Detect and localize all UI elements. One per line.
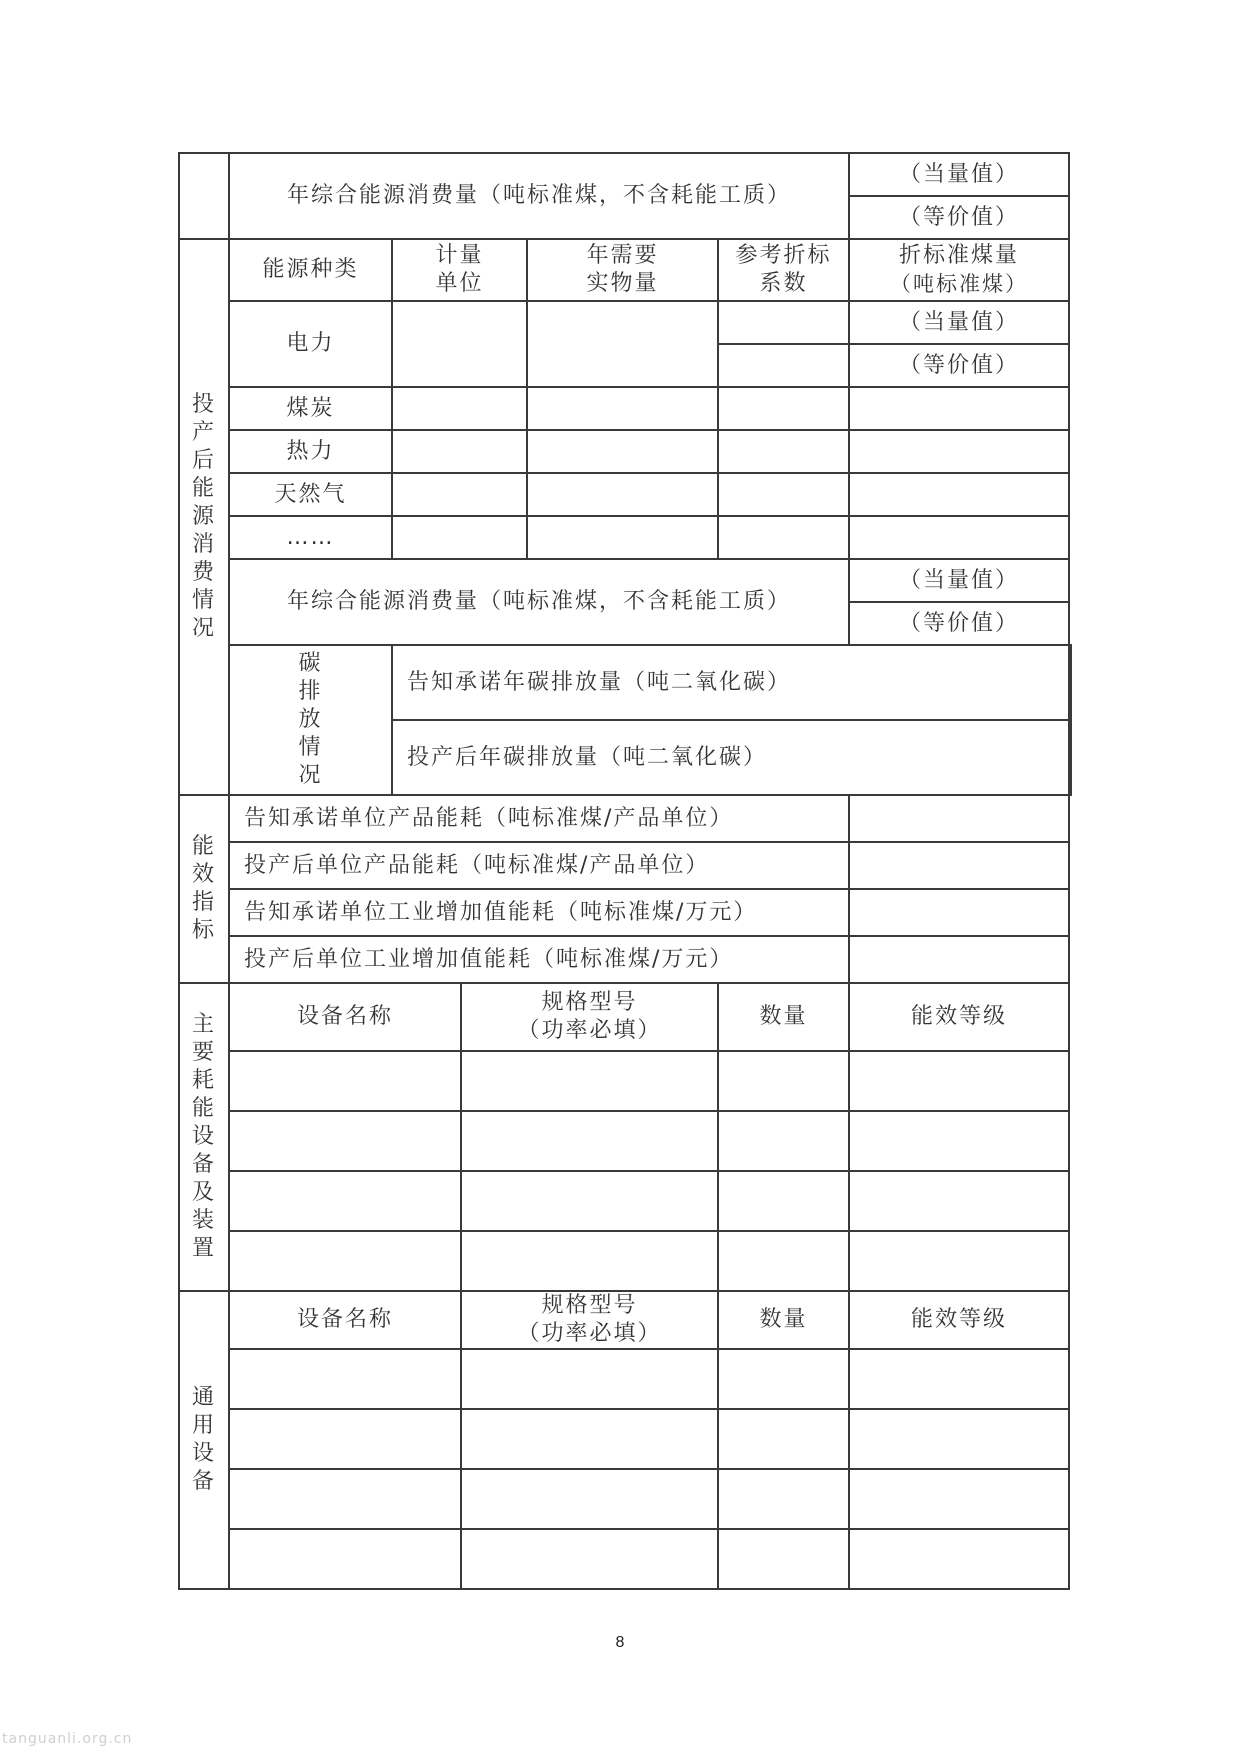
gas-converted-cell[interactable] xyxy=(849,473,1069,516)
gen-eq-qty-cell[interactable] xyxy=(718,1469,849,1529)
eff-post-product-value-cell[interactable] xyxy=(849,842,1069,889)
electricity-equivalent-label: （当量值） xyxy=(849,301,1069,344)
main-eq-spec-cell[interactable] xyxy=(461,1231,718,1291)
gen-eq-grade-cell[interactable] xyxy=(849,1409,1069,1469)
blank-section-cell xyxy=(179,153,229,239)
coal-unit-cell[interactable] xyxy=(392,387,527,430)
eff-post-added-value-cell[interactable] xyxy=(849,936,1069,983)
coal-quantity-cell[interactable] xyxy=(527,387,718,430)
main-eq-spec-cell[interactable] xyxy=(461,1051,718,1111)
main-eq-grade-cell[interactable] xyxy=(849,1231,1069,1291)
electricity-unit-cell[interactable] xyxy=(392,301,527,387)
main-eq-grade-cell[interactable] xyxy=(849,1171,1069,1231)
other-quantity-cell[interactable] xyxy=(527,516,718,559)
gas-unit-cell[interactable] xyxy=(392,473,527,516)
energy-consumption-form xyxy=(178,152,1072,1590)
header-converted-coal xyxy=(849,239,1069,301)
row-heat-label: 热力 xyxy=(229,430,392,473)
main-header-quantity: 数量 xyxy=(718,983,849,1051)
header-converted-line2: （吨标准煤） xyxy=(890,271,1028,296)
eff-post-added-value-label: 投产后单位工业增加值能耗（吨标准煤/万元） xyxy=(229,936,849,983)
gen-eq-grade-cell[interactable] xyxy=(849,1349,1069,1409)
heat-converted-cell[interactable] xyxy=(849,430,1069,473)
other-unit-cell[interactable] xyxy=(392,516,527,559)
electricity-coef-equiv-cell[interactable] xyxy=(718,301,849,344)
post-total-equivalent-label: （当量值） xyxy=(849,559,1069,602)
main-eq-name-cell[interactable] xyxy=(229,1111,461,1171)
section-efficiency-indicators: 能 效 指 标 xyxy=(179,795,229,983)
gen-eq-name-cell[interactable] xyxy=(229,1529,461,1589)
header-unit-line2: 单位 xyxy=(435,271,484,296)
gen-eq-spec-cell[interactable] xyxy=(461,1469,718,1529)
gas-coef-cell[interactable] xyxy=(718,473,849,516)
gen-eq-spec-cell[interactable] xyxy=(461,1349,718,1409)
row-natural-gas-label: 天然气 xyxy=(229,473,392,516)
gas-quantity-cell[interactable] xyxy=(527,473,718,516)
heat-coef-cell[interactable] xyxy=(718,430,849,473)
main-eq-qty-cell[interactable] xyxy=(718,1111,849,1171)
carbon-post-label: 投产后年碳排放量（吨二氧化碳） xyxy=(392,720,1069,795)
row-electricity-label: 电力 xyxy=(229,301,392,387)
gen-eq-qty-cell[interactable] xyxy=(718,1529,849,1589)
page-number: 8 xyxy=(615,1634,625,1651)
gen-eq-qty-cell[interactable] xyxy=(718,1409,849,1469)
header-unit-line1: 计量 xyxy=(435,243,484,268)
eff-post-product-label: 投产后单位产品能耗（吨标准煤/产品单位） xyxy=(229,842,849,889)
header-coefficient-line1: 参考折标 xyxy=(735,243,832,268)
main-eq-qty-cell[interactable] xyxy=(718,1231,849,1291)
eff-committed-added-value-cell[interactable] xyxy=(849,889,1069,936)
watermark-text: tanguanli.org.cn xyxy=(2,1731,133,1747)
main-eq-qty-cell[interactable] xyxy=(718,1051,849,1111)
electricity-coef-value-cell[interactable] xyxy=(718,344,849,387)
electricity-equal-value-label: （等价值） xyxy=(849,344,1069,387)
gen-header-grade: 能效等级 xyxy=(849,1291,1069,1349)
main-header-name: 设备名称 xyxy=(229,983,461,1051)
eff-committed-product-label: 告知承诺单位产品能耗（吨标准煤/产品单位） xyxy=(229,795,849,842)
post-total-label: 年综合能源消费量（吨标准煤，不含耗能工质） xyxy=(229,559,849,645)
main-eq-spec-cell[interactable] xyxy=(461,1171,718,1231)
row-ellipsis-label: …… xyxy=(229,516,392,559)
heat-quantity-cell[interactable] xyxy=(527,430,718,473)
eff-committed-product-value-cell[interactable] xyxy=(849,795,1069,842)
main-eq-grade-cell[interactable] xyxy=(849,1111,1069,1171)
heat-unit-cell[interactable] xyxy=(392,430,527,473)
gen-eq-qty-cell[interactable] xyxy=(718,1349,849,1409)
main-header-spec-line1: 规格型号 xyxy=(541,990,638,1015)
carbon-post-value-cell[interactable] xyxy=(1069,720,1071,795)
other-coef-cell[interactable] xyxy=(718,516,849,559)
gen-header-spec-line1: 规格型号 xyxy=(541,1293,638,1318)
header-coefficient-line2: 系数 xyxy=(759,271,808,296)
gen-eq-spec-cell[interactable] xyxy=(461,1529,718,1589)
top-total-equivalent-label: （当量值） xyxy=(849,153,1069,196)
main-header-spec xyxy=(461,983,718,1051)
main-eq-spec-cell[interactable] xyxy=(461,1111,718,1171)
carbon-committed-value-cell[interactable] xyxy=(1069,645,1071,720)
main-header-spec-line2: （功率必填） xyxy=(517,1018,662,1043)
other-converted-cell[interactable] xyxy=(849,516,1069,559)
main-eq-grade-cell[interactable] xyxy=(849,1051,1069,1111)
section-main-equipment: 主 要 耗 能 设 备 及 装 置 xyxy=(179,983,229,1291)
header-converted-line1: 折标准煤量 xyxy=(898,242,1019,268)
gen-eq-name-cell[interactable] xyxy=(229,1409,461,1469)
main-eq-name-cell[interactable] xyxy=(229,1171,461,1231)
main-header-grade: 能效等级 xyxy=(849,983,1069,1051)
main-eq-qty-cell[interactable] xyxy=(718,1171,849,1231)
main-eq-name-cell[interactable] xyxy=(229,1231,461,1291)
gen-eq-spec-cell[interactable] xyxy=(461,1409,718,1469)
gen-eq-name-cell[interactable] xyxy=(229,1469,461,1529)
electricity-quantity-cell[interactable] xyxy=(527,301,718,387)
top-total-label: 年综合能源消费量（吨标准煤，不含耗能工质） xyxy=(229,153,849,239)
coal-coef-cell[interactable] xyxy=(718,387,849,430)
header-annual-quantity-line2: 实物量 xyxy=(586,271,659,296)
eff-committed-added-value-label: 告知承诺单位工业增加值能耗（吨标准煤/万元） xyxy=(229,889,849,936)
main-eq-name-cell[interactable] xyxy=(229,1051,461,1111)
gen-header-quantity: 数量 xyxy=(718,1291,849,1349)
top-total-equal-value-label: （等价值） xyxy=(849,196,1069,239)
header-energy-type: 能源种类 xyxy=(229,239,392,301)
header-annual-quantity-line1: 年需要 xyxy=(586,243,659,268)
post-total-equal-value-label: （等价值） xyxy=(849,602,1069,645)
section-general-equipment: 通 用 设 备 xyxy=(179,1291,229,1589)
gen-header-spec-line2: （功率必填） xyxy=(517,1321,662,1346)
section-post-production-energy: 投 产 后 能 源 消 费 情 况 xyxy=(179,239,229,795)
gen-eq-grade-cell[interactable] xyxy=(849,1529,1069,1589)
gen-header-name: 设备名称 xyxy=(229,1291,461,1349)
section-carbon-emission: 碳 排 放 情 况 xyxy=(229,645,392,795)
gen-eq-grade-cell[interactable] xyxy=(849,1469,1069,1529)
header-reference-coefficient xyxy=(718,239,849,301)
gen-eq-name-cell[interactable] xyxy=(229,1349,461,1409)
coal-converted-cell[interactable] xyxy=(849,387,1069,430)
row-coal-label: 煤炭 xyxy=(229,387,392,430)
header-annual-quantity xyxy=(527,239,718,301)
header-unit xyxy=(392,239,527,301)
carbon-committed-label: 告知承诺年碳排放量（吨二氧化碳） xyxy=(392,645,1069,720)
gen-header-spec xyxy=(461,1291,718,1349)
